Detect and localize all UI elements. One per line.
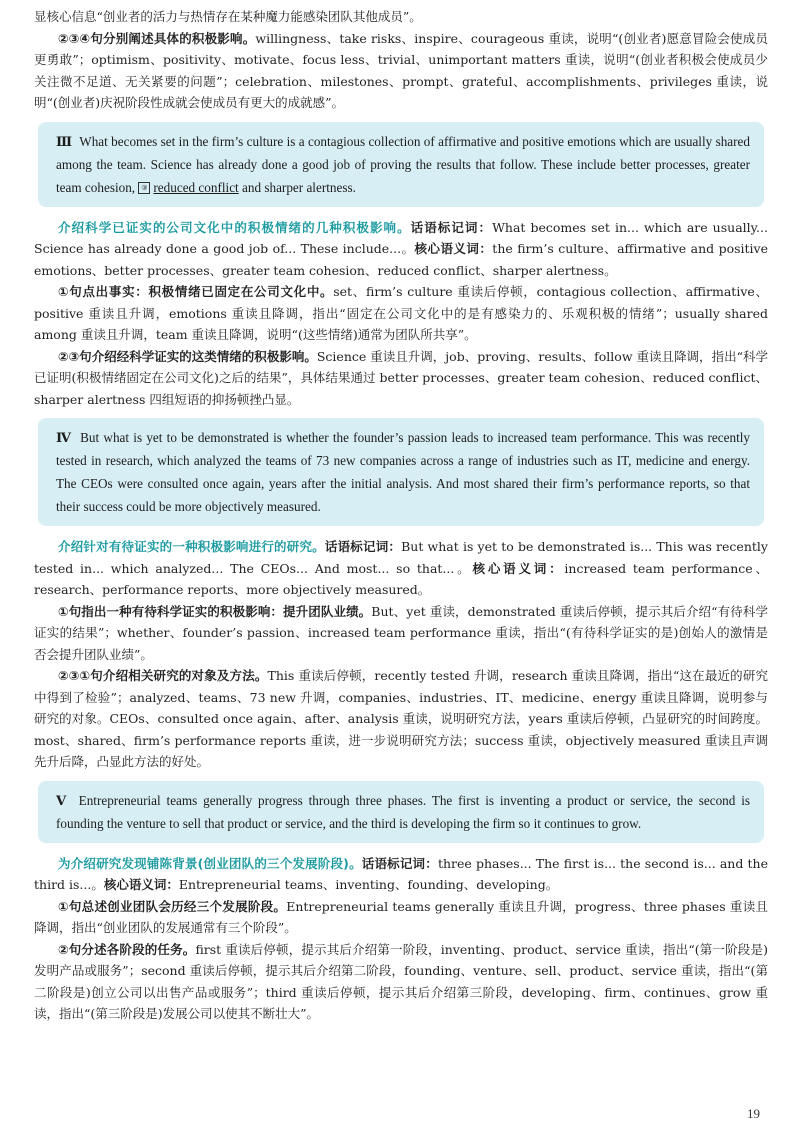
point-heading: ②③句介绍经科学证实的这类情绪的积极影响。	[58, 348, 317, 364]
label-core-words: 核心语义词：	[103, 877, 179, 892]
core-words: the firm’s culture、affirmative and positive emotions、better processes、greater team cohesion、reduced conflict、sharper alertness。	[34, 241, 768, 278]
passage-text-end: and sharper alertness.	[242, 179, 356, 195]
page-number: 19	[747, 1106, 760, 1121]
analysis-heading: 介绍科学已证实的公司文化中的积极情绪的几种积极影响。	[58, 219, 411, 235]
section-numeral: Ⅳ	[56, 430, 72, 445]
point-body: But、yet 重读，demonstrated 重读后停顿，提示其后介绍“有待科学证实的结果”；whether、founder’s passion、increased team performance 重读，指出“(有待科学证实的是)创始人的激情是否会提升团队业绩”。	[34, 603, 768, 662]
analysis-heading: 为介绍研究发现铺陈背景(创业团队的三个发展阶段)。	[58, 855, 362, 871]
discourse-markers: three phases... The first is... the second is... and the third is...。	[34, 855, 768, 892]
point-heading: ①句点出事实：积极情绪已固定在公司文化中。	[58, 284, 334, 299]
core-words: increased team performance、research、performance reports、more objectively measured。	[34, 560, 768, 597]
point-heading: ①句总述创业团队会历经三个发展阶段。	[58, 898, 287, 914]
label-core-words: 核心语义词：	[414, 241, 493, 256]
analysis-point	[34, 281, 768, 346]
section-numeral: Ⅴ	[56, 792, 69, 808]
intro-paragraph	[34, 28, 768, 114]
passage-text: Entrepreneurial teams generally progress through three phases. The first is inventing a product or service, the second is founding the venture to sell that product or service, and the third is developing the firm so it continues to grow.	[56, 792, 751, 831]
point-body: Entrepreneurial teams generally 重读且升调，progress、three phases 重读且降调，指出“创业团队的发展通常有三个阶段”。	[34, 898, 768, 935]
point-body: first 重读后停顿，提示其后介绍第一阶段，inventing、product、service 重读，指出“(第一阶段是)发明产品或服务”；second 重读后停顿，提示其后介绍第二阶段，founding、venture、sell、product、service 重读，指出“(第二阶段是)创立公司以出售产品或服务”；third 重读后停顿，提示其后介绍第三阶段，developing、firm、continues、grow 重读，指出“(第三阶段是)发展公司以使其不断壮大”。	[34, 941, 768, 1021]
point-body: set、firm’s culture 重读后停顿，contagious collection、affirmative、positive 重读且升调，emotions 重读且降调，指出“固定在公司文化中的是有感染力的、乐观积极的情绪”；usually shared among 重读且升调，team 重读且降调，说明“(这些情绪)通常为团队所共享”。	[34, 284, 768, 342]
analysis-heading: 介绍针对有待证实的一种积极影响进行的研究。	[58, 539, 325, 554]
analysis-summary	[34, 536, 768, 601]
analysis-point	[34, 346, 768, 411]
point-heading: ②句分述各阶段的任务。	[58, 941, 196, 957]
passage-text: What becomes set in the firm’s culture is a contagious collection of affirmative and positive emotions which are usually shared among the team. Science has already done a good job of proving the results that follow. These include better processes, greater team cohesion,	[56, 133, 750, 195]
analysis-point	[34, 665, 768, 773]
point-body: Science 重读且升调，job、proving、results、follow 重读且降调，指出“科学已证明(积极情绪固定在公司文化)之后的结果”，具体结果通过 better processes、greater team cohesion、reduced conflict、sharper alertness 四组短语的抑扬顿挫凸显。	[34, 348, 768, 407]
core-words: Entrepreneurial teams、inventing、founding、developing。	[178, 877, 559, 892]
point-body: This 重读后停顿，recently tested 升调，research 重读且降调，指出“这在最近的研究中得到了检验”；analyzed、teams、73 new 升调，companies、industries、IT、medicine、energy 重读且降调，说明参与研究的对象。CEOs、consulted once again、after、analysis 重读，说明研究方法，years 重读后停顿，凸显研究的时间跨度。most、shared、firm’s performance reports 重读，进一步说明研究方法；success 重读，objectively measured 重读且声调先升后降，凸显此方法的好处。	[34, 668, 768, 769]
passage-box-4	[38, 418, 764, 526]
analysis-point	[34, 939, 768, 1025]
passage-text: But what is yet to be demonstrated is whether the founder’s passion leads to increased team performance. This was recently tested in research, which analyzed the teams of 73 new companies across a range of industries such as IT, medicine and energy. The CEOs were consulted once again, years after the initial analysis. And most shared their firm’s performance reports, so that their success could be more objectively measured.	[56, 430, 750, 514]
intro-line: 显核心信息“创业者的活力与热情存在某种魔力能感染团队其他成员”。	[34, 9, 422, 24]
label-core-words: 核心语义词：	[472, 560, 565, 576]
sentence-marker-icon: ③	[138, 182, 150, 194]
label-discourse-markers: 话语标记词：	[410, 219, 493, 235]
analysis-summary	[34, 853, 768, 896]
analysis-summary	[34, 217, 768, 282]
point-heading: ①句指出一种有待科学证实的积极影响：提升团队业绩。	[58, 603, 372, 619]
section-numeral: Ⅲ	[56, 133, 73, 149]
passage-box-3	[38, 122, 764, 207]
intro-heading: ②③④句分别阐述具体的积极影响。	[58, 30, 256, 46]
intro-body: willingness、take risks、inspire、courageous 重读，说明“(创业者)愿意冒险会使成员更勇敢”；optimism、positivity、motivate、focus less、trivial、unimportant matters 重读，说明“(创业者积极会使成员少关注微不足道、无关紧要的问题”；celebration、milestones、prompt、grateful、accomplishments、privileges 重读，说明“(创业者)庆祝阶段性成就会使成员有更大的成就感”。	[34, 30, 768, 110]
label-discourse-markers: 话语标记词：	[324, 539, 402, 554]
discourse-markers: But what is yet to be demonstrated is... This was recently tested in... which analyzed... The CEOs... And most... so that...。	[34, 539, 768, 576]
underlined-phrase: reduced conflict	[153, 179, 239, 195]
point-heading: ②③①句介绍相关研究的对象及方法。	[58, 668, 268, 683]
discourse-markers: What becomes set in... which are usually... Science has already done a good job of... These include...。	[34, 219, 768, 256]
label-discourse-markers: 话语标记词：	[361, 855, 438, 871]
analysis-point	[34, 896, 768, 939]
analysis-point	[34, 601, 768, 666]
passage-box-5	[38, 781, 764, 843]
